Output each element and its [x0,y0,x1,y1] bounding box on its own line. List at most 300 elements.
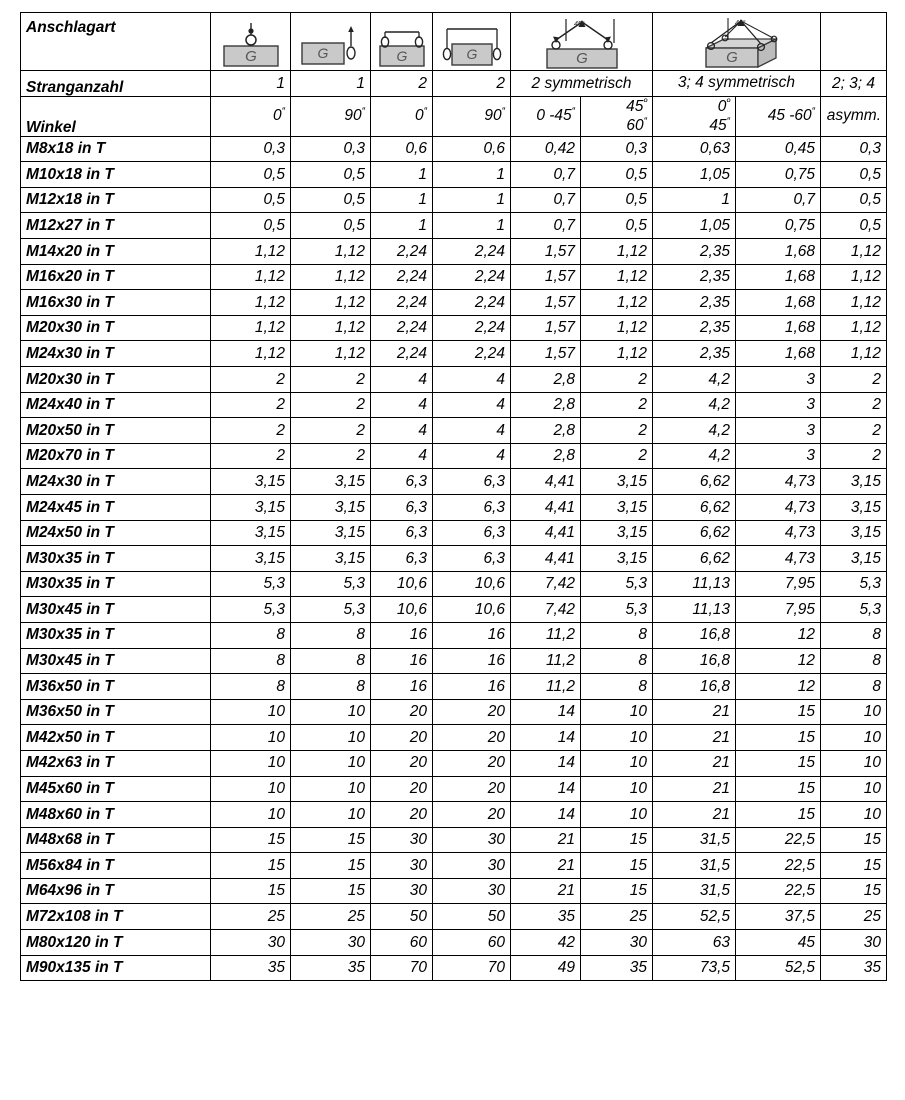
capacity-cell: 15 [821,853,887,879]
stranganzahl-value-1: 1 [291,71,371,97]
capacity-cell: 14 [511,725,581,751]
capacity-cell: 52,5 [653,904,736,930]
capacity-cell: 21 [511,878,581,904]
table-row [21,955,887,981]
winkel-top-5: $45^º$ [626,96,647,115]
capacity-cell: 10,6 [371,571,433,597]
table-row [21,239,887,265]
capacity-cell: 1,57 [511,341,581,367]
capacity-cell: 1,12 [291,239,371,265]
winkel-bottom-1: 90“ [344,106,365,125]
capacity-cell: 2,35 [653,341,736,367]
capacity-cell: 0,75 [736,162,821,188]
capacity-cell: 1,05 [653,213,736,239]
table-row [21,725,887,751]
svg-text:45°: 45° [734,20,746,27]
capacity-cell: 5,3 [581,571,653,597]
row-label: M30x45 in T [21,648,211,674]
capacity-cell: 10 [291,750,371,776]
capacity-cell: 0,5 [581,187,653,213]
capacity-cell: 1 [433,213,511,239]
capacity-cell: 1,12 [821,341,887,367]
capacity-cell: 0,5 [291,187,371,213]
winkel-value-7 [736,96,821,136]
capacity-cell: 0,3 [581,136,653,162]
two-leg-vertical-parallel-sling-diagram [373,13,431,69]
capacity-cell: 15 [736,802,821,828]
row-label: M30x35 in T [21,622,211,648]
diagram-cell-asymmetric-empty [821,13,887,71]
capacity-cell: 0,5 [211,187,291,213]
capacity-cell: 4 [433,392,511,418]
four-leg-symmetric-sling-diagram [673,13,801,69]
row-label: M20x30 in T [21,315,211,341]
capacity-cell: 2 [211,392,291,418]
capacity-cell: 73,5 [653,955,736,981]
capacity-cell: 25 [821,904,887,930]
capacity-cell: 1,05 [653,162,736,188]
capacity-cell: 6,3 [433,520,511,546]
row-label: M36x50 in T [21,674,211,700]
capacity-cell: 10 [291,802,371,828]
capacity-cell: 20 [433,699,511,725]
capacity-cell: 21 [511,827,581,853]
capacity-cell: 15 [581,853,653,879]
table-row [21,776,887,802]
capacity-cell: 16 [371,648,433,674]
capacity-cell: 1,68 [736,239,821,265]
header-label-anschlagart: Anschlagart [21,13,211,71]
capacity-cell: 35 [821,955,887,981]
svg-text:G: G [317,45,328,61]
capacity-cell: 15 [211,878,291,904]
row-label: M48x60 in T [21,802,211,828]
capacity-cell: 0,7 [736,187,821,213]
capacity-cell: 20 [433,776,511,802]
capacity-cell: 0,7 [511,162,581,188]
lifting-capacity-table [20,12,887,981]
row-label: M80x120 in T [21,930,211,956]
single-leg-horizontal-sling-diagram [294,13,368,69]
capacity-cell: 2 [291,443,371,469]
capacity-cell: 2 [821,367,887,393]
diagram-cell-two-leg-vertical-parallel [371,13,433,71]
table-row [21,571,887,597]
capacity-cell: 0,5 [821,162,887,188]
row-label: M30x35 in T [21,546,211,572]
capacity-cell: 3,15 [291,520,371,546]
row-label: M12x18 in T [21,187,211,213]
capacity-cell: 4,41 [511,494,581,520]
capacity-cell: 22,5 [736,878,821,904]
diagram-cell-four-leg-symmetric [653,13,821,71]
table-row [21,315,887,341]
table-row [21,443,887,469]
two-leg-horizontal-sling-diagram [435,13,509,69]
capacity-cell: 16,8 [653,674,736,700]
capacity-cell: 1,12 [211,290,291,316]
winkel-value-8 [821,96,887,136]
capacity-cell: 8 [211,674,291,700]
header-row-stranganzahl [21,71,887,97]
capacity-cell: 16 [371,622,433,648]
capacity-cell: 1,12 [581,264,653,290]
svg-text:G: G [466,46,477,62]
row-label: M20x50 in T [21,418,211,444]
capacity-cell: 0,45 [736,136,821,162]
capacity-cell: 1,12 [211,341,291,367]
capacity-cell: 1,12 [291,264,371,290]
capacity-cell: 15 [736,776,821,802]
capacity-cell: 1 [653,187,736,213]
capacity-cell: 15 [581,878,653,904]
row-label: M42x50 in T [21,725,211,751]
capacity-cell: 3 [736,418,821,444]
capacity-cell: 2,8 [511,392,581,418]
capacity-cell: 4,73 [736,520,821,546]
capacity-cell: 60 [433,930,511,956]
capacity-cell: 14 [511,750,581,776]
capacity-cell: 2,8 [511,418,581,444]
header-label-stranganzahl: Stranganzahl [21,71,211,97]
capacity-cell: 21 [653,776,736,802]
capacity-cell: 22,5 [736,853,821,879]
capacity-cell: 8 [581,648,653,674]
capacity-cell: 22,5 [736,827,821,853]
capacity-cell: 0,5 [581,213,653,239]
capacity-cell: 15 [736,750,821,776]
capacity-cell: 14 [511,776,581,802]
svg-text:G: G [725,49,738,66]
capacity-cell: 0,5 [211,213,291,239]
table-row [21,213,887,239]
capacity-cell: 30 [433,827,511,853]
capacity-cell: 10 [211,699,291,725]
capacity-cell: 10 [821,750,887,776]
row-label: M24x30 in T [21,469,211,495]
row-label: M56x84 in T [21,853,211,879]
capacity-cell: 2 [581,418,653,444]
capacity-cell: 1,12 [821,290,887,316]
capacity-cell: 6,3 [433,546,511,572]
capacity-cell: 8 [581,622,653,648]
table-row [21,802,887,828]
capacity-cell: 21 [653,725,736,751]
winkel-bottom-5: 60“ [626,116,647,135]
row-label: M72x108 in T [21,904,211,930]
capacity-cell: 10 [581,699,653,725]
capacity-cell: 2,24 [433,239,511,265]
capacity-cell: 15 [736,725,821,751]
capacity-cell: 2 [291,367,371,393]
svg-text:G: G [396,48,407,64]
capacity-cell: 10 [291,776,371,802]
capacity-cell: 15 [211,827,291,853]
capacity-cell: 20 [433,725,511,751]
capacity-cell: 2 [821,443,887,469]
capacity-cell: 6,3 [433,494,511,520]
capacity-cell: 1 [371,213,433,239]
capacity-cell: 0,42 [511,136,581,162]
capacity-cell: 1,68 [736,341,821,367]
winkel-bottom-0: 0“ [273,106,285,125]
capacity-cell: 0,6 [433,136,511,162]
table-row [21,827,887,853]
capacity-cell: 4 [371,392,433,418]
capacity-cell: 5,3 [211,597,291,623]
capacity-cell: 10 [821,699,887,725]
capacity-cell: 15 [291,878,371,904]
capacity-cell: 2 [821,418,887,444]
capacity-cell: 5,3 [291,571,371,597]
capacity-cell: 1,57 [511,315,581,341]
capacity-cell: 10 [581,776,653,802]
capacity-cell: 14 [511,802,581,828]
diagram-cell-single-leg-horizontal [291,13,371,71]
capacity-cell: 5,3 [821,597,887,623]
stranganzahl-value-0: 1 [211,71,291,97]
capacity-cell: 0,7 [511,187,581,213]
capacity-cell: 30 [371,853,433,879]
table-row [21,597,887,623]
capacity-cell: 2,24 [433,264,511,290]
capacity-cell: 2,24 [371,341,433,367]
row-label: M30x35 in T [21,571,211,597]
table-row [21,187,887,213]
capacity-cell: 30 [211,930,291,956]
capacity-cell: 4 [433,418,511,444]
header-row-winkel [21,96,887,136]
capacity-cell: 30 [581,930,653,956]
stranganzahl-value-2: 2 [371,71,433,97]
capacity-cell: 16,8 [653,648,736,674]
capacity-cell: 10,6 [433,597,511,623]
capacity-cell: 3,15 [581,520,653,546]
capacity-cell: 2 [581,367,653,393]
capacity-cell: 4,73 [736,546,821,572]
capacity-cell: 5,3 [821,571,887,597]
table-row [21,367,887,393]
table-row [21,494,887,520]
winkel-value-5 [581,96,653,136]
capacity-cell: 0,75 [736,213,821,239]
stranganzahl-value-4: 2 symmetrisch [511,71,653,97]
table-row [21,904,887,930]
capacity-cell: 5,3 [291,597,371,623]
capacity-cell: 30 [291,930,371,956]
row-label: M14x20 in T [21,239,211,265]
table-row [21,264,887,290]
capacity-cell: 2 [211,367,291,393]
capacity-cell: 0,3 [211,136,291,162]
capacity-cell: 15 [821,827,887,853]
capacity-cell: 1,12 [211,315,291,341]
capacity-cell: 2 [211,418,291,444]
table-row [21,546,887,572]
table-row [21,930,887,956]
capacity-cell: 25 [291,904,371,930]
row-label: M30x45 in T [21,597,211,623]
row-label: M12x27 in T [21,213,211,239]
diagram-cell-two-leg-horizontal [433,13,511,71]
capacity-cell: 4,2 [653,392,736,418]
winkel-bottom-4: 0 -45“ [536,106,575,125]
row-label: M20x30 in T [21,367,211,393]
capacity-cell: 1,57 [511,264,581,290]
capacity-cell: 3,15 [581,546,653,572]
capacity-cell: 4,73 [736,469,821,495]
capacity-cell: 8 [211,622,291,648]
table-row [21,392,887,418]
capacity-cell: 20 [371,802,433,828]
capacity-cell: 3 [736,367,821,393]
capacity-cell: 20 [433,802,511,828]
capacity-cell: 10 [211,750,291,776]
capacity-cell: 10 [211,802,291,828]
row-label: M24x40 in T [21,392,211,418]
capacity-cell: 3,15 [211,546,291,572]
table-row [21,674,887,700]
capacity-cell: 3,15 [821,494,887,520]
row-label: M16x20 in T [21,264,211,290]
capacity-cell: 11,2 [511,622,581,648]
table-row [21,699,887,725]
capacity-cell: 4,41 [511,469,581,495]
capacity-cell: 0,5 [291,213,371,239]
winkel-bottom-6: 45“ [709,116,730,135]
capacity-cell: 31,5 [653,853,736,879]
capacity-cell: 2,24 [371,315,433,341]
capacity-cell: 6,62 [653,546,736,572]
capacity-cell: 1,68 [736,264,821,290]
capacity-cell: 42 [511,930,581,956]
stranganzahl-value-3: 2 [433,71,511,97]
capacity-cell: 10 [581,802,653,828]
capacity-cell: 4 [371,443,433,469]
capacity-cell: 2,24 [433,315,511,341]
capacity-cell: 7,95 [736,597,821,623]
single-leg-vertical-sling-diagram [214,13,288,69]
capacity-cell: 0,3 [821,136,887,162]
capacity-cell: 12 [736,622,821,648]
capacity-cell: 10 [821,776,887,802]
row-label: M42x63 in T [21,750,211,776]
capacity-cell: 6,62 [653,520,736,546]
capacity-cell: 3,15 [291,546,371,572]
capacity-cell: 2 [581,392,653,418]
capacity-cell: 35 [291,955,371,981]
capacity-cell: 2 [291,392,371,418]
row-label: M36x50 in T [21,699,211,725]
capacity-cell: 49 [511,955,581,981]
table-row [21,290,887,316]
capacity-cell: 50 [371,904,433,930]
winkel-bottom-2: 0“ [415,106,427,125]
capacity-cell: 10 [821,802,887,828]
capacity-cell: 70 [433,955,511,981]
table-row [21,648,887,674]
capacity-cell: 6,3 [371,469,433,495]
capacity-cell: 7,42 [511,597,581,623]
capacity-cell: 30 [371,827,433,853]
row-label: M24x50 in T [21,520,211,546]
capacity-cell: 25 [581,904,653,930]
capacity-cell: 8 [291,622,371,648]
capacity-cell: 1,12 [821,239,887,265]
capacity-cell: 15 [736,699,821,725]
capacity-cell: 1,68 [736,290,821,316]
capacity-cell: 10 [211,725,291,751]
capacity-cell: 10,6 [433,571,511,597]
capacity-cell: 1 [433,187,511,213]
row-label: M48x68 in T [21,827,211,853]
capacity-cell: 21 [653,750,736,776]
capacity-cell: 11,2 [511,648,581,674]
capacity-cell: 2,8 [511,367,581,393]
winkel-bottom-3: 90“ [484,106,505,125]
capacity-cell: 21 [653,699,736,725]
capacity-cell: 10 [291,699,371,725]
capacity-cell: 10,6 [371,597,433,623]
capacity-cell: 3 [736,392,821,418]
capacity-cell: 2,24 [433,341,511,367]
table-row [21,469,887,495]
capacity-cell: 1 [371,162,433,188]
capacity-cell: 4,2 [653,367,736,393]
capacity-cell: 70 [371,955,433,981]
capacity-cell: 0,6 [371,136,433,162]
capacity-cell: 4 [371,367,433,393]
capacity-cell: 16 [433,674,511,700]
capacity-cell: 1,12 [291,315,371,341]
capacity-cell: 3,15 [821,546,887,572]
winkel-bottom-7: 45 -60“ [767,106,815,125]
capacity-cell: 4 [433,443,511,469]
capacity-cell: 11,13 [653,597,736,623]
capacity-cell: 1,12 [291,341,371,367]
capacity-cell: 0,5 [821,187,887,213]
row-label: M10x18 in T [21,162,211,188]
capacity-cell: 2,24 [371,290,433,316]
capacity-cell: 2,24 [371,264,433,290]
capacity-cell: 2,24 [371,239,433,265]
capacity-cell: 4,2 [653,418,736,444]
capacity-cell: 30 [821,930,887,956]
capacity-cell: 8 [821,622,887,648]
capacity-cell: 3,15 [821,520,887,546]
capacity-cell: 8 [291,648,371,674]
capacity-cell: 20 [371,750,433,776]
capacity-cell: 20 [371,699,433,725]
capacity-cell: 8 [821,648,887,674]
row-label: M64x96 in T [21,878,211,904]
capacity-cell: 21 [511,853,581,879]
row-label: M90x135 in T [21,955,211,981]
table-row [21,622,887,648]
stranganzahl-value-5: 3; 4 symmetrisch [653,71,821,97]
capacity-cell: 1,12 [581,290,653,316]
capacity-cell: 35 [211,955,291,981]
capacity-cell: 11,13 [653,571,736,597]
capacity-cell: 0,5 [581,162,653,188]
capacity-cell: 15 [821,878,887,904]
capacity-cell: 1,12 [581,341,653,367]
capacity-cell: 6,3 [371,494,433,520]
capacity-cell: 1,12 [211,239,291,265]
capacity-cell: 16 [433,622,511,648]
capacity-cell: 2,35 [653,239,736,265]
capacity-cell: 6,62 [653,494,736,520]
